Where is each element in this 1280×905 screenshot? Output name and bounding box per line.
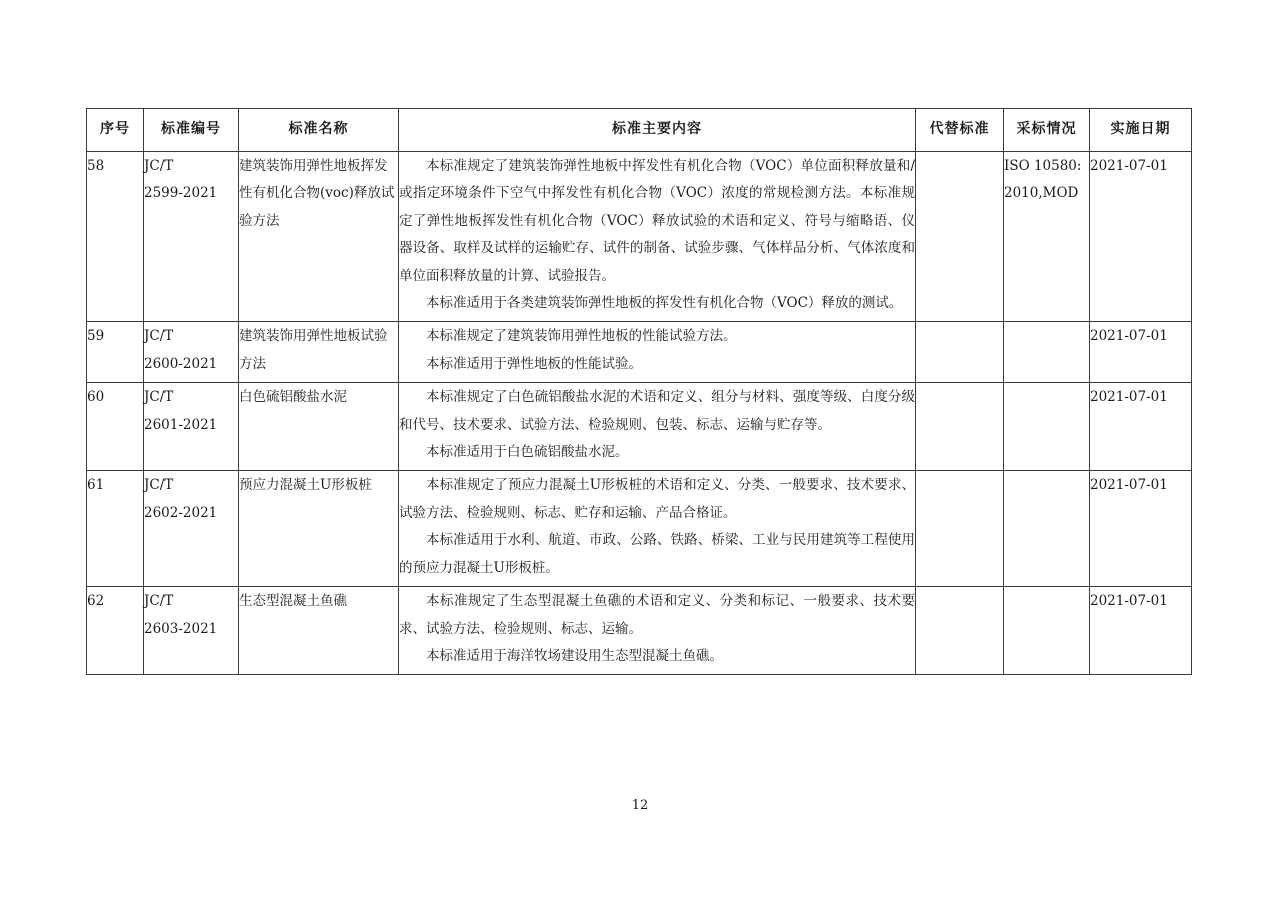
adoption-status [1004,322,1090,383]
header-adopt: 采标情况 [1004,109,1090,152]
header-code: 标准编号 [144,109,239,152]
row-number: 62 [87,587,144,675]
replaced-standard [916,471,1004,587]
standard-name: 预应力混凝土U形板桩 [239,471,399,587]
table-row [87,383,1192,471]
standard-code: JC/T 2599-2021 [144,152,239,322]
standard-content: 本标准规定了生态型混凝土鱼礁的术语和定义、分类和标记、一般要求、技术要求、试验方法、检验规则、标志、运输。 本标准适用于海洋牧场建设用生态型混凝土鱼礁。 [399,587,916,675]
effective-date: 2021-07-01 [1090,471,1192,587]
effective-date: 2021-07-01 [1090,383,1192,471]
adoption-status [1004,383,1090,471]
row-number: 58 [87,152,144,322]
page-number: 12 [631,798,649,813]
row-number: 60 [87,383,144,471]
replaced-standard [916,322,1004,383]
header-content: 标准主要内容 [399,109,916,152]
standard-code: JC/T 2601-2021 [144,383,239,471]
table-row [87,471,1192,587]
header-date: 实施日期 [1090,109,1192,152]
adoption-status: ISO 10580:2010,MOD [1004,152,1090,322]
table-header-row [87,109,1192,152]
standard-content: 本标准规定了预应力混凝土U形板桩的术语和定义、分类、一般要求、技术要求、试验方法、检验规则、标志、贮存和运输、产品合格证。 本标准适用于水利、航道、市政、公路、铁路、桥梁、工业与民用建筑等工程使用的预应力混凝土U形板桩。 [399,471,916,587]
header-name: 标准名称 [239,109,399,152]
effective-date: 2021-07-01 [1090,152,1192,322]
replaced-standard [916,587,1004,675]
standard-name: 建筑装饰用弹性地板挥发性有机化合物(voc)释放试验方法 [239,152,399,322]
row-number: 59 [87,322,144,383]
adoption-status [1004,471,1090,587]
standards-table [86,108,1192,675]
table-row [87,152,1192,322]
standard-code: JC/T 2602-2021 [144,471,239,587]
replaced-standard [916,383,1004,471]
standard-content: 本标准规定了白色硫铝酸盐水泥的术语和定义、组分与材料、强度等级、白度分级和代号、技术要求、试验方法、检验规则、包装、标志、运输与贮存等。 本标准适用于白色硫铝酸盐水泥。 [399,383,916,471]
standard-code: JC/T 2603-2021 [144,587,239,675]
standard-content: 本标准规定了建筑装饰弹性地板中挥发性有机化合物（VOC）单位面积释放量和/或指定环境条件下空气中挥发性有机化合物（VOC）浓度的常规检测方法。本标准规定了弹性地板挥发性有机化合物（VOC）释放试验的术语和定义、符号与缩略语、仪器设备、取样及试样的运输贮存、试件的制备、试验步骤、气体样品分析、气体浓度和单位面积释放量的计算、试验报告。 本标准适用于各类建筑装饰弹性地板的挥发性有机化合物（VOC）释放的测试。 [399,152,916,322]
adoption-status [1004,587,1090,675]
standard-content: 本标准规定了建筑装饰用弹性地板的性能试验方法。 本标准适用于弹性地板的性能试验。 [399,322,916,383]
row-number: 61 [87,471,144,587]
header-no: 序号 [87,109,144,152]
replaced-standard [916,152,1004,322]
standard-name: 生态型混凝土鱼礁 [239,587,399,675]
header-replace: 代替标准 [916,109,1004,152]
standard-code: JC/T 2600-2021 [144,322,239,383]
effective-date: 2021-07-01 [1090,322,1192,383]
standard-name: 白色硫铝酸盐水泥 [239,383,399,471]
effective-date: 2021-07-01 [1090,587,1192,675]
table-row [87,322,1192,383]
table-row [87,587,1192,675]
standard-name: 建筑装饰用弹性地板试验方法 [239,322,399,383]
